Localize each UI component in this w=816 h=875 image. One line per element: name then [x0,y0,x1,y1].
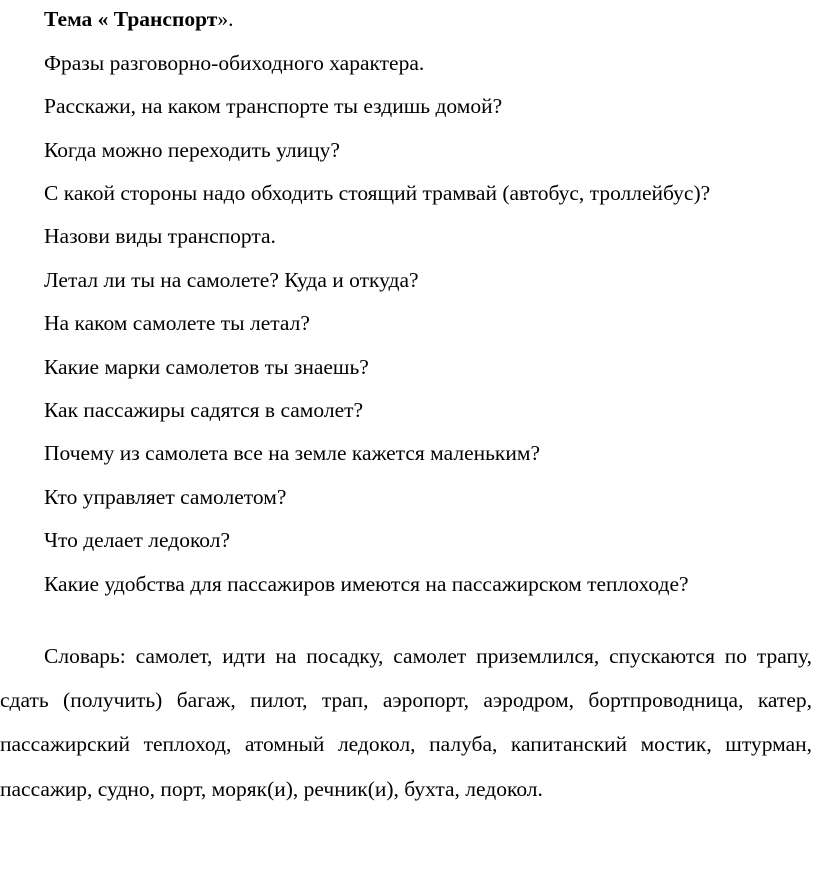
phrase-line: На каком самолете ты летал? [44,311,310,335]
phrase-line: Когда можно переходить улицу? [44,138,340,162]
phrase-line: Кто управляет самолетом? [44,485,287,509]
phrase-line: Что делает ледокол? [44,528,231,552]
document-title [44,9,233,31]
phrase-line: Фразы разговорно-обиходного характера. [44,51,425,75]
phrase-line: С какой стороны надо обходить стоящий трамвай (автобус, троллейбус)? [44,181,711,205]
phrase-line: Назови виды транспорта. [44,224,276,248]
phrase-line: Какие марки самолетов ты знаешь? [44,355,369,379]
phrase-line: Как пассажиры садятся в самолет? [44,398,364,422]
phrase-line: Летал ли ты на самолете? Куда и откуда? [44,268,419,292]
phrase-line: Какие удобства для пассажиров имеются на пассажирском теплоходе? [44,572,689,596]
title-bold: Тема « Транспорт [44,7,218,31]
title-tail: ». [217,7,234,31]
phrase-line: Расскажи, на каком транспорте ты ездишь домой? [44,94,503,118]
vocabulary-paragraph: Словарь: самолет, идти на посадку, самолет приземлился, спускаются по трапу, сдать (получить) багаж, пилот, трап, аэропорт, аэродром, бортпроводница, катер, пассажирский теплоход, атомный ледокол, палуба, капитанский мостик, штурман, пассажир, судно, порт, моряк(и), речник(и), бухта, ледокол. [0,644,812,801]
phrase-line: Почему из самолета все на земле кажется маленьким? [44,441,541,465]
